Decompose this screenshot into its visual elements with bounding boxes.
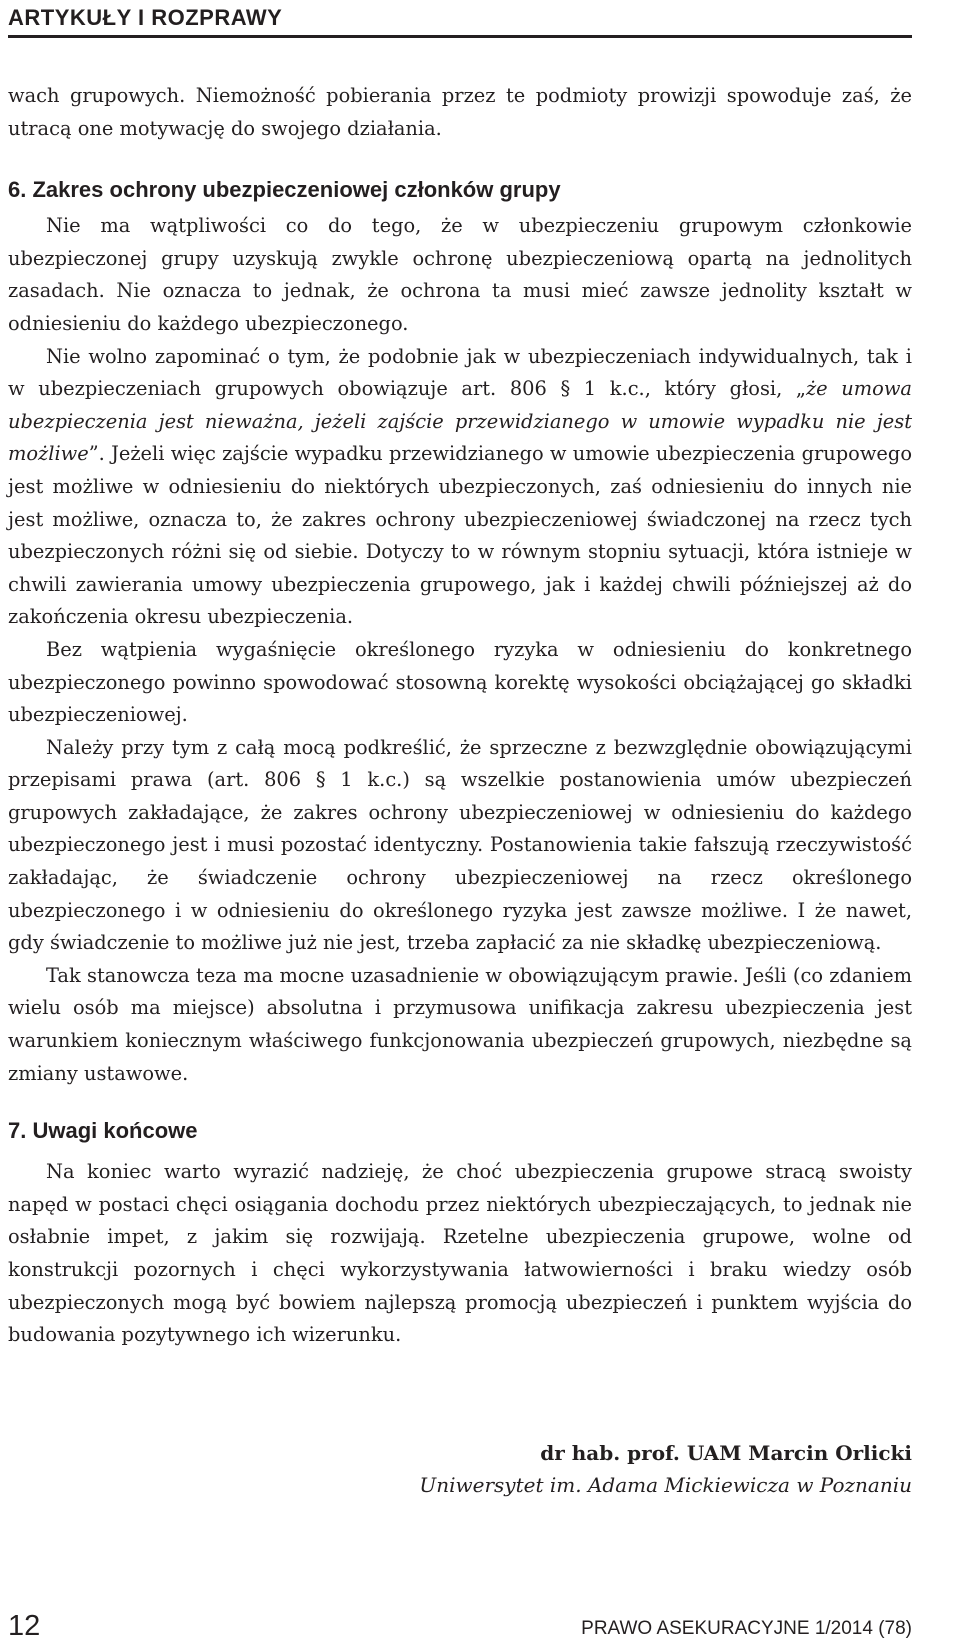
author-affiliation: Uniwersytet im. Adama Mickiewicza w Poznaniu <box>419 1473 912 1497</box>
header-rule <box>8 35 912 38</box>
page-footer <box>8 1610 912 1642</box>
paragraph-continuation: wach grupowych. Niemożność pobierania przez te podmioty prowizji spowoduje zaś, że utracą one motywację do swojego działania. <box>8 84 912 140</box>
statute-quote: że umowa ubezpieczenia jest nieważna, jeżeli zajście przewidzianego w umowie wypadku nie jest możliwe <box>8 377 912 466</box>
paragraph-text: ”. Jeżeli więc zajście wypadku przewidzianego w umowie ubezpieczenia grupowego jest możliwe w odniesieniu do niektórych ubezpieczonych, zaś odniesieniu do innych nie jest możliwe, oznacza to, że zakres ochrony ubezpieczeniowej świadczonej na rzecz tych ubezpieczonych różni się od siebie. Dotyczy to w równym stopniu sytuacji, która istnieje w chwili zawierania umowy ubezpieczenia grupowego, jak i każdej chwili późniejszej aż do zakończenia okresu ubezpieczenia. <box>8 442 912 629</box>
paragraph-text: Nie wolno zapominać o tym, że podobnie jak w ubezpieczeniach indywidualnych, tak i w ubezpieczeniach grupowych obowiązuje art. 806 § 1 k.c., który głosi, „ <box>8 344 912 401</box>
paragraph: Tak stanowcza teza ma mocne uzasadnienie w obowiązującym prawie. Jeśli (co zdaniem wielu osób ma miejsce) absolutna i przymusowa unifikacja zakresu ubezpieczenia jest warunkiem koniecznym właściwego funkcjonowania ubezpieczeń grupowych, niezbędne są zmiany ustawowe. <box>8 963 912 1085</box>
paragraph: Należy przy tym z całą mocą podkreślić, że sprzeczne z bezwzględnie obowiązującymi przepisami prawa (art. 806 § 1 k.c.) są wszelkie postanowienia umów ubezpieczeń grupowych zakładające, że zakres ochrony ubezpieczeniowej w odniesieniu do każdego ubezpieczonego jest i musi pozostać identyczny. Postanowienia takie fałszują rzeczywistość zakładając, że świadczenie ochrony ubezpieczeniowej na rzecz określonego ubezpieczonego i w odniesieniu do określonego ryzyka jest zawsze możliwe. I że nawet, gdy świadczenie to możliwe już nie jest, trzeba zapłacić za nie składkę ubezpieczeniową. <box>8 735 912 955</box>
paragraph: Bez wątpienia wygaśnięcie określonego ryzyka w odniesieniu do konkretnego ubezpieczonego powinno spowodować stosowną korektę wysokości obciążającej go składki ubezpieczeniowej. <box>8 637 912 727</box>
paragraph-with-quote <box>8 341 912 634</box>
author-name: dr hab. prof. UAM Marcin Orlicki <box>540 1441 912 1465</box>
document-page <box>8 0 912 1650</box>
section-heading-7: 7. Uwagi końcowe <box>8 1118 198 1144</box>
author-signature <box>419 1437 912 1501</box>
paragraph: Nie ma wątpliwości co do tego, że w ubezpieczeniu grupowym członkowie ubezpieczonej grupy uzyskują zwykle ochronę ubezpieczeniową opartą na jednolitych zasadach. Nie oznacza to jednak, że ochrona ta musi mieć zawsze jednolity kształt w odniesieniu do każdego ubezpieczonego. <box>8 214 912 335</box>
page-number: 12 <box>8 1610 41 1642</box>
section-header-title: ARTYKUŁY I ROZPRAWY <box>8 5 283 30</box>
running-header <box>8 4 912 32</box>
article-body <box>8 80 912 1352</box>
paragraph: Na koniec warto wyrazić nadzieję, że choć ubezpieczenia grupowe stracą swoisty napęd w postaci chęci osiągania dochodu przez niektórych ubezpieczających, to jednak nie osłabnie impet, z jakim się rozwijają. Rzetelne ubezpieczenia grupowe, wolne od konstrukcji pozornych i chęci wykorzystywania łatwowierności i braku wiedzy osób ubezpieczonych mogą być bowiem najlepszą promocją ubezpieczeń i punktem wyjścia do budowania pozytywnego ich wizerunku. <box>8 1160 912 1347</box>
section-heading-6: 6. Zakres ochrony ubezpieczeniowej członków grupy <box>8 177 561 203</box>
journal-issue: PRAWO ASEKURACYJNE 1/2014 (78) <box>581 1618 912 1639</box>
